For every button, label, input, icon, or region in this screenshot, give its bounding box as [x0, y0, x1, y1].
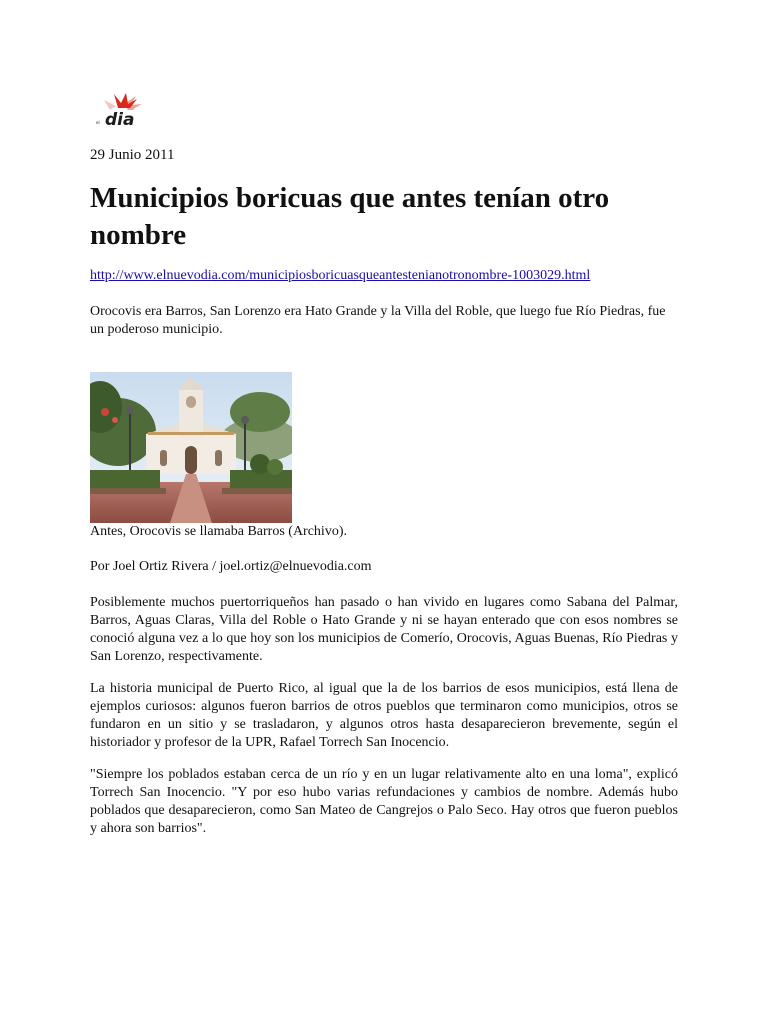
el-nuevo-dia-logo	[90, 90, 150, 130]
article-date: 29 Junio 2011	[90, 147, 175, 163]
svg-text:el: el	[96, 120, 100, 125]
article-lead: Orocovis era Barros, San Lorenzo era Hato Grande y la Villa del Roble, que luego fue Río Piedras, fue un poderoso municipio.	[90, 304, 666, 337]
article-paragraph: "Siempre los poblados estaban cerca de un río y en un lugar relativamente alto en una loma", explicó Torrech San Inocencio. "Y por eso hubo varias refundaciones y cambios de nombre. Además hubo poblados que desaparecieron, como San Mateo de Cangrejos o Palo Seco. Hay otros que fueron pueblos y ahora son barrios".	[90, 767, 678, 836]
photo-caption: Antes, Orocovis se llamaba Barros (Archivo).	[90, 524, 347, 539]
article-paragraph: Posiblemente muchos puertorriqueños han pasado o han vivido en lugares como Sabana del Palmar, Barros, Aguas Claras, Villa del Roble o Hato Grande y ni se hayan enterado que con esos nombres se conoció alguna vez a lo que hoy son los municipios de Comerío, Orocovis, Aguas Buenas, Río Piedras y San Lorenzo, respectivamente.	[90, 595, 678, 664]
article-url-link[interactable]: http://www.elnuevodia.com/municipiosboricuasqueantestenianotronombre-1003029.html	[90, 268, 591, 283]
logo-text: dia	[105, 110, 135, 130]
article-title: Municipios boricuas que antes tenían otro nombre	[90, 182, 610, 251]
article-byline: Por Joel Ortiz Rivera / joel.ortiz@elnuevodia.com	[90, 559, 372, 574]
article-paragraph: La historia municipal de Puerto Rico, al igual que la de los barrios de esos municipios, está llena de ejemplos curiosos: algunos fueron barrios de otros pueblos que terminaron como municipios, otros se fundaron en un sitio y se trasladaron, y algunos otros hasta desaparecieron brevemente, según el historiador y profesor de la UPR, Rafael Torrech San Inocencio.	[90, 681, 678, 750]
church-plaza-photo	[90, 372, 292, 523]
